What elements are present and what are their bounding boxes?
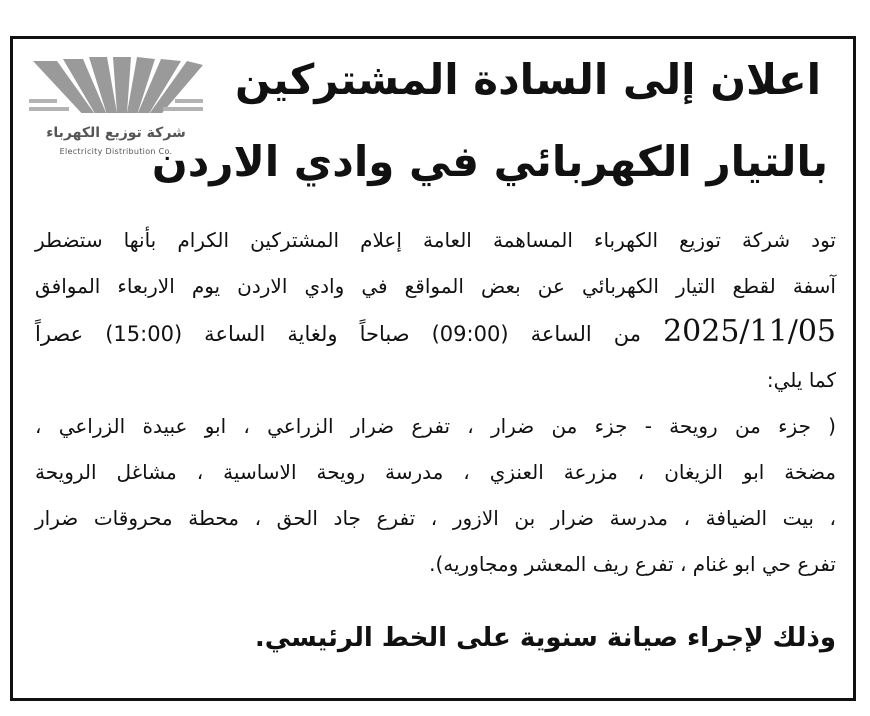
logo-name-arabic: شركة توزيع الكهرباء xyxy=(46,125,186,141)
logo-name-english: Electricity Distribution Co. xyxy=(59,147,173,156)
body-line-2: آسفة لقطع التيار الكهربائي عن بعض المواقع في وادي الاردن يوم الاربعاء الموافق xyxy=(35,274,836,298)
outage-date: 2025/11/05 xyxy=(663,314,836,349)
body-line-4: كما يلي: xyxy=(766,368,836,392)
title-line-2: بالتيار الكهربائي في وادي الاردن xyxy=(151,137,828,186)
body-line-1: تود شركة توزيع الكهرباء المساهمة العامة إعلام المشتركين الكرام بأنها ستضطر xyxy=(35,228,836,252)
sunburst-logo-icon xyxy=(27,55,205,125)
title-line-1: اعلان إلى السادة المشتركين xyxy=(234,55,822,104)
closing-statement: وذلك لإجراء صيانة سنوية على الخط الرئيسي. xyxy=(254,623,836,653)
body-line-5: ( جزء من رويحة - جزء من ضرار ، تفرع ضرار الزراعي ، ابو عبيدة الزراعي ، xyxy=(35,414,836,438)
announcement-frame xyxy=(10,36,856,701)
body-line-7: ، بيت الضيافة ، مدرسة ضرار بن الازور ، تفرع جاد الحق ، محطة محروقات ضرار xyxy=(35,506,836,530)
body-line-6: مضخة ابو الزيغان ، مزرعة العنزي ، مدرسة رويحة الاساسية ، مشاغل الرويحة xyxy=(35,460,836,484)
body-line-3 xyxy=(35,309,836,357)
outage-hours: من الساعة (09:00) صباحاً ولغاية الساعة (15:00) عصراً xyxy=(35,322,642,346)
body-line-8: تفرع حي ابو غنام ، تفرع ريف المعشر ومجاوريه). xyxy=(429,552,836,576)
announcement-body xyxy=(35,217,836,587)
